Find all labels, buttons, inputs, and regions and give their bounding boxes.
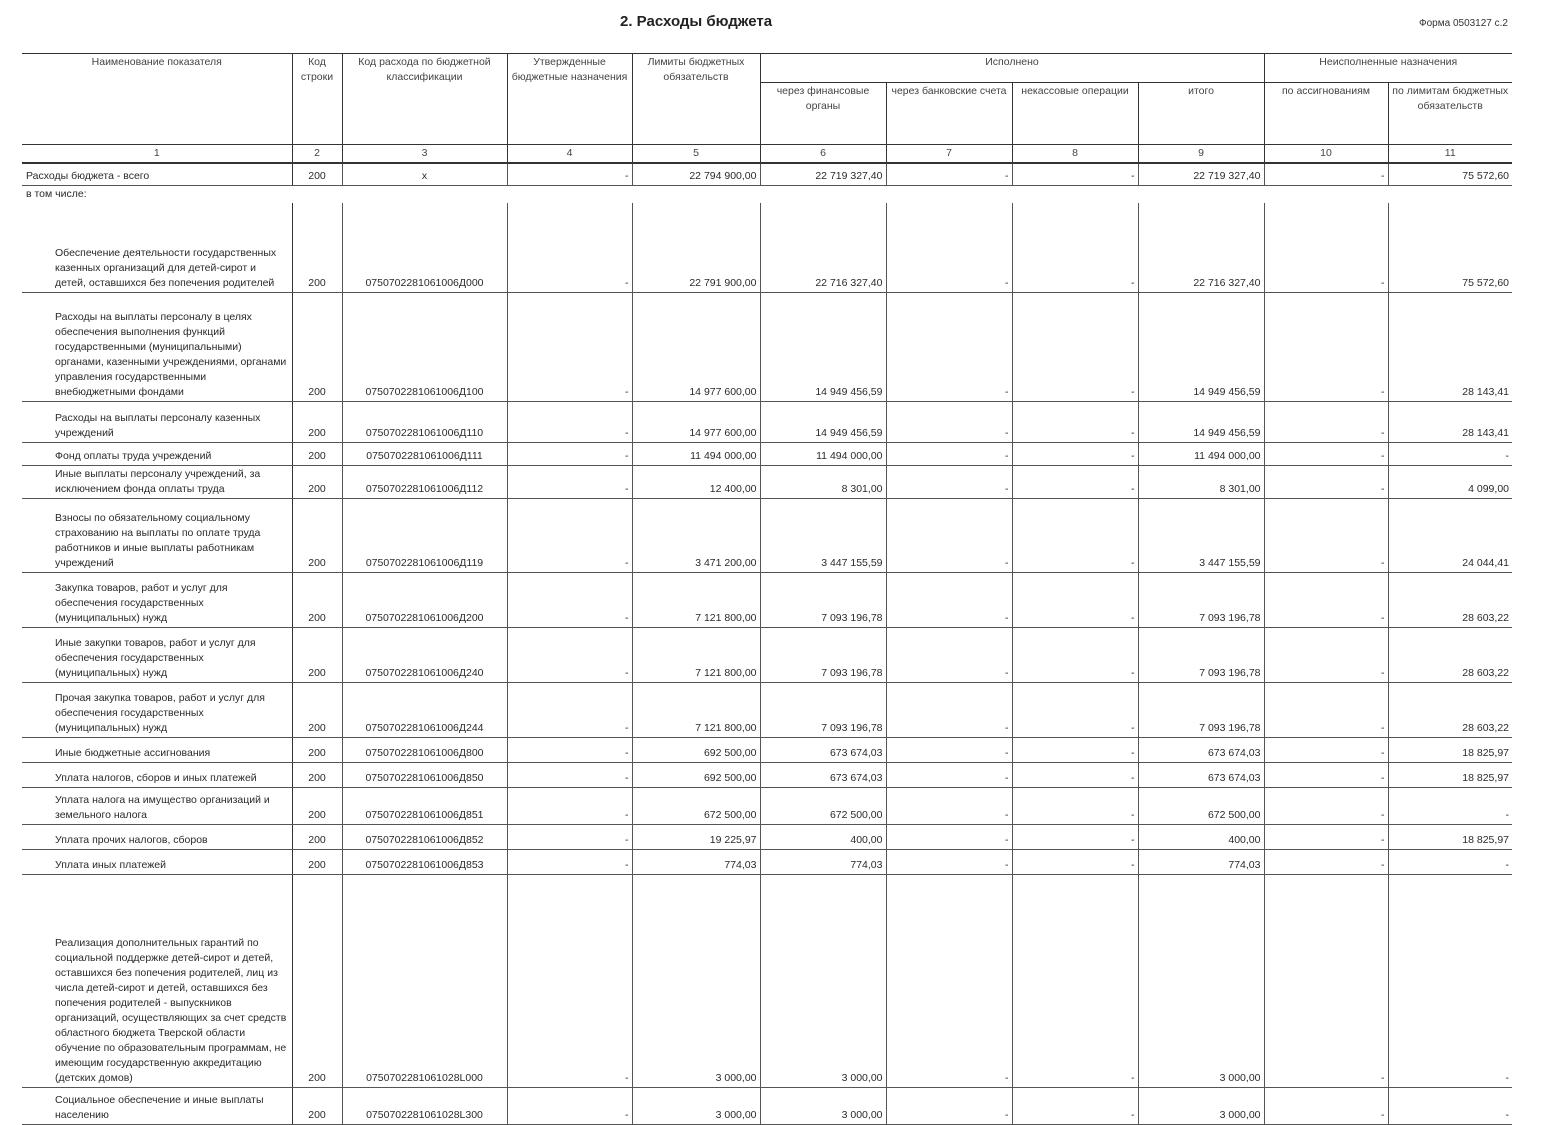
by-assign-value: - — [1264, 1088, 1388, 1125]
col-header-via-bank: через банковские счета — [886, 83, 1012, 145]
row-name: Расходы на выплаты персоналу в целях обеспечения выполнения функций государственными (муниципальными) органами, казенными учреждениями, органами управления государственными внебюджетными фондами — [22, 293, 292, 402]
approved-value: - — [507, 293, 632, 402]
table-row — [22, 499, 1512, 573]
total-value: 22 716 327,40 — [1138, 203, 1264, 293]
limits-value: 14 977 600,00 — [632, 293, 760, 402]
by-assign-value: - — [1264, 825, 1388, 850]
line-code: 200 — [292, 683, 342, 738]
approved-value: - — [507, 738, 632, 763]
noncash-value: - — [1012, 875, 1138, 1088]
col-header-line-code: Код строки — [292, 54, 342, 145]
line-code: 200 — [292, 788, 342, 825]
budget-code: 0750702281061006Д112 — [342, 466, 507, 499]
via-fin-value: 8 301,00 — [760, 466, 886, 499]
by-assign-value: - — [1264, 850, 1388, 875]
by-assign-value: - — [1264, 402, 1388, 443]
limits-value: 3 000,00 — [632, 1088, 760, 1125]
by-limits-value: 18 825,97 — [1388, 825, 1512, 850]
via-bank-value: - — [886, 825, 1012, 850]
line-code: 200 — [292, 203, 342, 293]
line-code: 200 — [292, 1088, 342, 1125]
by-assign-value: - — [1264, 683, 1388, 738]
line-code: 200 — [292, 293, 342, 402]
noncash-value: - — [1012, 443, 1138, 466]
budget-code: 0750702281061028L000 — [342, 875, 507, 1088]
via-bank-value: - — [886, 850, 1012, 875]
col-number: 3 — [342, 145, 507, 164]
limits-value: 7 121 800,00 — [632, 628, 760, 683]
col-header-budget-code: Код расхода по бюджетной классификации — [342, 54, 507, 145]
approved-value: - — [507, 443, 632, 466]
budget-code: 0750702281061006Д850 — [342, 763, 507, 788]
line-code: 200 — [292, 499, 342, 573]
limits-value: 3 000,00 — [632, 875, 760, 1088]
by-limits-value: 28 603,22 — [1388, 683, 1512, 738]
budget-code: 0750702281061006Д852 — [342, 825, 507, 850]
row-name: Социальное обеспечение и иные выплаты населению — [22, 1088, 292, 1125]
via-bank-value: - — [886, 499, 1012, 573]
noncash-value: - — [1012, 293, 1138, 402]
limits-value: 12 400,00 — [632, 466, 760, 499]
by-limits-value: 24 044,41 — [1388, 499, 1512, 573]
noncash-value: - — [1012, 738, 1138, 763]
via-bank-value: - — [886, 466, 1012, 499]
col-header-executed: Исполнено — [760, 54, 1264, 83]
limits-value: 774,03 — [632, 850, 760, 875]
table-row — [22, 163, 1512, 186]
col-header-by-assign: по ассигнованиям — [1264, 83, 1388, 145]
total-value: 7 093 196,78 — [1138, 573, 1264, 628]
line-code: 200 — [292, 738, 342, 763]
by-limits-value: 18 825,97 — [1388, 763, 1512, 788]
noncash-value: - — [1012, 402, 1138, 443]
by-assign-value: - — [1264, 875, 1388, 1088]
total-value: 673 674,03 — [1138, 738, 1264, 763]
via-fin-value: 7 093 196,78 — [760, 573, 886, 628]
line-code: 200 — [292, 402, 342, 443]
row-name: Фонд оплаты труда учреждений — [22, 443, 292, 466]
via-fin-value: 14 949 456,59 — [760, 402, 886, 443]
row-name: Взносы по обязательному социальному страхованию на выплаты по оплате труда работников и иные выплаты работникам учреждений — [22, 499, 292, 573]
via-fin-value: 22 719 327,40 — [760, 163, 886, 186]
total-value: 14 949 456,59 — [1138, 402, 1264, 443]
by-limits-value: - — [1388, 788, 1512, 825]
table-row — [22, 402, 1512, 443]
including-label: в том числе: — [26, 188, 87, 200]
col-number: 10 — [1264, 145, 1388, 164]
via-fin-value: 3 447 155,59 — [760, 499, 886, 573]
via-bank-value: - — [886, 443, 1012, 466]
by-limits-value: - — [1388, 443, 1512, 466]
via-bank-value: - — [886, 163, 1012, 186]
col-header-unexecuted: Неисполненные назначения — [1264, 54, 1512, 83]
via-bank-value: - — [886, 875, 1012, 1088]
noncash-value: - — [1012, 466, 1138, 499]
by-assign-value: - — [1264, 499, 1388, 573]
by-limits-value: - — [1388, 850, 1512, 875]
noncash-value: - — [1012, 850, 1138, 875]
via-fin-value: 774,03 — [760, 850, 886, 875]
via-fin-value: 7 093 196,78 — [760, 628, 886, 683]
col-number: 4 — [507, 145, 632, 164]
via-fin-value: 7 093 196,78 — [760, 683, 886, 738]
row-name: Реализация дополнительных гарантий по социальной поддержке детей-сирот и детей, оставшихся без попечения родителей, лиц из числа детей-сирот и детей, оставшихся без попечения родителей - выпускников организаций, осуществляющих за счет средств областного бюджета Тверской области обучение по образовательным программам, не имеющим государственную аккредитацию (детских домов) — [22, 875, 292, 1088]
row-name: Прочая закупка товаров, работ и услуг для обеспечения государственных (муниципальных) нужд — [22, 683, 292, 738]
by-limits-value: 4 099,00 — [1388, 466, 1512, 499]
total-value: 14 949 456,59 — [1138, 293, 1264, 402]
total-value: 11 494 000,00 — [1138, 443, 1264, 466]
via-fin-value: 400,00 — [760, 825, 886, 850]
including-label-row — [22, 186, 1512, 204]
total-value: 672 500,00 — [1138, 788, 1264, 825]
noncash-value: - — [1012, 573, 1138, 628]
via-fin-value: 11 494 000,00 — [760, 443, 886, 466]
total-value: 8 301,00 — [1138, 466, 1264, 499]
approved-value: - — [507, 875, 632, 1088]
noncash-value: - — [1012, 628, 1138, 683]
total-value: 673 674,03 — [1138, 763, 1264, 788]
noncash-value: - — [1012, 763, 1138, 788]
col-number: 1 — [22, 145, 292, 164]
line-code: 200 — [292, 825, 342, 850]
total-value: 7 093 196,78 — [1138, 628, 1264, 683]
col-number: 8 — [1012, 145, 1138, 164]
limits-value: 11 494 000,00 — [632, 443, 760, 466]
via-fin-value: 3 000,00 — [760, 875, 886, 1088]
col-header-limits: Лимиты бюджетных обязательств — [632, 54, 760, 145]
via-bank-value: - — [886, 628, 1012, 683]
by-limits-value: 18 825,97 — [1388, 738, 1512, 763]
col-number: 7 — [886, 145, 1012, 164]
col-header-total: итого — [1138, 83, 1264, 145]
form-label: Форма 0503127 с.2 — [1419, 18, 1508, 29]
budget-code: 0750702281061006Д240 — [342, 628, 507, 683]
approved-value: - — [507, 499, 632, 573]
limits-value: 692 500,00 — [632, 738, 760, 763]
approved-value: - — [507, 203, 632, 293]
noncash-value: - — [1012, 163, 1138, 186]
col-header-noncash: некассовые операции — [1012, 83, 1138, 145]
row-name: Обеспечение деятельности государственных казенных организаций для детей-сирот и детей, оставшихся без попечения родителей — [22, 203, 292, 293]
budget-code: 0750702281061006Д119 — [342, 499, 507, 573]
line-code: 200 — [292, 163, 342, 186]
by-limits-value: - — [1388, 875, 1512, 1088]
table-row — [22, 788, 1512, 825]
via-fin-value: 22 716 327,40 — [760, 203, 886, 293]
approved-value: - — [507, 1088, 632, 1125]
by-assign-value: - — [1264, 788, 1388, 825]
approved-value: - — [507, 402, 632, 443]
via-bank-value: - — [886, 683, 1012, 738]
row-name: Иные закупки товаров, работ и услуг для обеспечения государственных (муниципальных) нужд — [22, 628, 292, 683]
budget-code: 0750702281061006Д200 — [342, 573, 507, 628]
noncash-value: - — [1012, 788, 1138, 825]
noncash-value: - — [1012, 203, 1138, 293]
via-bank-value: - — [886, 203, 1012, 293]
row-name: Закупка товаров, работ и услуг для обеспечения государственных (муниципальных) нужд — [22, 573, 292, 628]
approved-value: - — [507, 825, 632, 850]
line-code: 200 — [292, 763, 342, 788]
by-limits-value: 28 603,22 — [1388, 628, 1512, 683]
col-header-approved: Утвержденные бюджетные назначения — [507, 54, 632, 145]
budget-expenses-table — [22, 53, 1512, 1125]
budget-code: 0750702281061006Д851 — [342, 788, 507, 825]
noncash-value: - — [1012, 825, 1138, 850]
approved-value: - — [507, 163, 632, 186]
by-assign-value: - — [1264, 573, 1388, 628]
via-bank-value: - — [886, 738, 1012, 763]
by-limits-value: - — [1388, 1088, 1512, 1125]
budget-code: 0750702281061006Д100 — [342, 293, 507, 402]
by-limits-value: 75 572,60 — [1388, 163, 1512, 186]
via-bank-value: - — [886, 1088, 1012, 1125]
col-header-by-limits: по лимитам бюджетных обязательств — [1392, 85, 1509, 112]
by-assign-value: - — [1264, 738, 1388, 763]
col-number: 9 — [1138, 145, 1264, 164]
table-row — [22, 203, 1512, 293]
limits-value: 692 500,00 — [632, 763, 760, 788]
table-row — [22, 293, 1512, 402]
line-code: 200 — [292, 443, 342, 466]
col-number: 2 — [292, 145, 342, 164]
limits-value: 22 791 900,00 — [632, 203, 760, 293]
table-row — [22, 738, 1512, 763]
limits-value: 3 471 200,00 — [632, 499, 760, 573]
via-bank-value: - — [886, 402, 1012, 443]
by-assign-value: - — [1264, 293, 1388, 402]
line-code: 200 — [292, 573, 342, 628]
noncash-value: - — [1012, 683, 1138, 738]
approved-value: - — [507, 466, 632, 499]
budget-code: 0750702281061006Д111 — [342, 443, 507, 466]
total-value: 3 447 155,59 — [1138, 499, 1264, 573]
approved-value: - — [507, 763, 632, 788]
via-fin-value: 673 674,03 — [760, 763, 886, 788]
line-code: 200 — [292, 850, 342, 875]
noncash-value: - — [1012, 1088, 1138, 1125]
by-limits-value: 75 572,60 — [1388, 203, 1512, 293]
row-name: Уплата иных платежей — [22, 850, 292, 875]
budget-code: 0750702281061006Д244 — [342, 683, 507, 738]
line-code: 200 — [292, 466, 342, 499]
total-value: 7 093 196,78 — [1138, 683, 1264, 738]
table-row — [22, 763, 1512, 788]
row-name: Уплата налогов, сборов и иных платежей — [22, 763, 292, 788]
limits-value: 7 121 800,00 — [632, 683, 760, 738]
by-limits-value: 28 143,41 — [1388, 293, 1512, 402]
row-name: Уплата прочих налогов, сборов — [22, 825, 292, 850]
col-header-via-fin: через финансовые органы — [760, 83, 886, 145]
approved-value: - — [507, 628, 632, 683]
by-limits-value: 28 143,41 — [1388, 402, 1512, 443]
budget-code: 0750702281061006Д000 — [342, 203, 507, 293]
total-value: 774,03 — [1138, 850, 1264, 875]
table-row — [22, 825, 1512, 850]
noncash-value: - — [1012, 499, 1138, 573]
total-value: 400,00 — [1138, 825, 1264, 850]
col-number: 6 — [760, 145, 886, 164]
row-name: Уплата налога на имущество организаций и земельного налога — [22, 788, 292, 825]
budget-code: 0750702281061006Д853 — [342, 850, 507, 875]
via-fin-value: 3 000,00 — [760, 1088, 886, 1125]
approved-value: - — [507, 573, 632, 628]
row-name: Расходы бюджета - всего — [22, 163, 292, 186]
budget-code: x — [342, 163, 507, 186]
line-code: 200 — [292, 875, 342, 1088]
approved-value: - — [507, 850, 632, 875]
page-title: 2. Расходы бюджета — [620, 13, 773, 30]
limits-value: 19 225,97 — [632, 825, 760, 850]
col-number: 5 — [632, 145, 760, 164]
via-bank-value: - — [886, 573, 1012, 628]
table-row — [22, 1088, 1512, 1125]
total-value: 3 000,00 — [1138, 875, 1264, 1088]
via-fin-value: 672 500,00 — [760, 788, 886, 825]
col-header-name: Наименование показателя — [22, 54, 292, 145]
limits-value: 672 500,00 — [632, 788, 760, 825]
via-bank-value: - — [886, 293, 1012, 402]
total-value: 22 719 327,40 — [1138, 163, 1264, 186]
table-row — [22, 443, 1512, 466]
via-fin-value: 14 949 456,59 — [760, 293, 886, 402]
by-assign-value: - — [1264, 466, 1388, 499]
limits-value: 7 121 800,00 — [632, 573, 760, 628]
table-row — [22, 628, 1512, 683]
via-bank-value: - — [886, 788, 1012, 825]
row-name: Расходы на выплаты персоналу казенных учреждений — [22, 402, 292, 443]
line-code: 200 — [292, 628, 342, 683]
total-value: 3 000,00 — [1138, 1088, 1264, 1125]
table-row — [22, 573, 1512, 628]
by-assign-value: - — [1264, 628, 1388, 683]
approved-value: - — [507, 788, 632, 825]
budget-code: 0750702281061028L300 — [342, 1088, 507, 1125]
approved-value: - — [507, 683, 632, 738]
via-bank-value: - — [886, 763, 1012, 788]
via-fin-value: 673 674,03 — [760, 738, 886, 763]
by-assign-value: - — [1264, 163, 1388, 186]
table-row — [22, 683, 1512, 738]
budget-code: 0750702281061006Д800 — [342, 738, 507, 763]
table-row — [22, 850, 1512, 875]
by-assign-value: - — [1264, 763, 1388, 788]
row-name: Иные выплаты персоналу учреждений, за исключением фонда оплаты труда — [22, 466, 292, 499]
by-limits-value: 28 603,22 — [1388, 573, 1512, 628]
col-number: 11 — [1388, 145, 1512, 164]
limits-value: 22 794 900,00 — [632, 163, 760, 186]
row-name: Иные бюджетные ассигнования — [22, 738, 292, 763]
by-assign-value: - — [1264, 203, 1388, 293]
budget-code: 0750702281061006Д110 — [342, 402, 507, 443]
limits-value: 14 977 600,00 — [632, 402, 760, 443]
by-assign-value: - — [1264, 443, 1388, 466]
table-row — [22, 466, 1512, 499]
column-numbers-row — [22, 145, 1512, 164]
table-row — [22, 875, 1512, 1088]
